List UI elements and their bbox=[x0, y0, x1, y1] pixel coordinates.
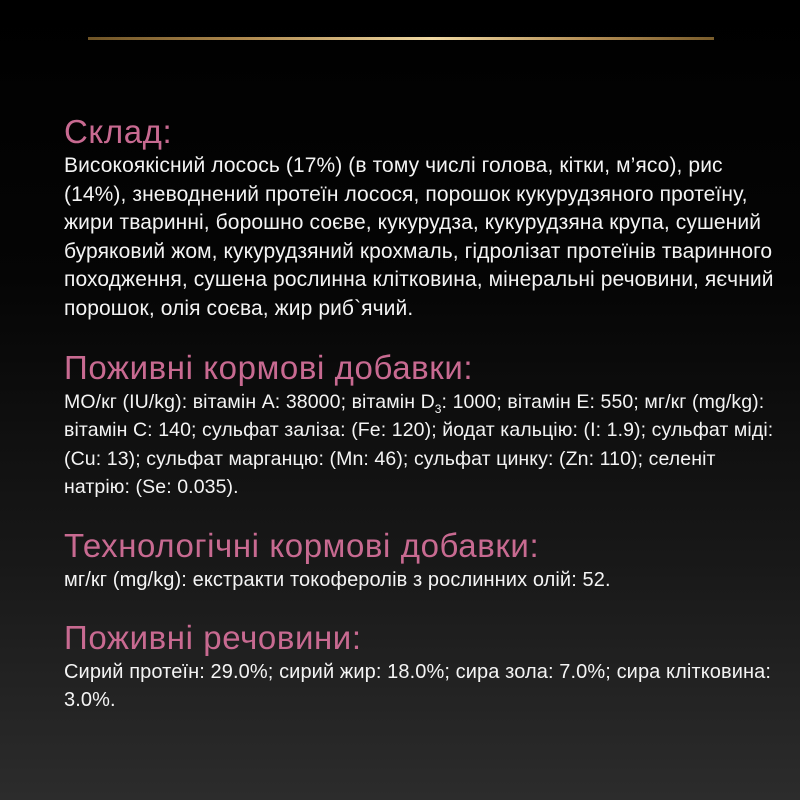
nutrients-section bbox=[64, 618, 776, 714]
nutritive-additives-text-part-b: : 1000; вітамін Е: 550; мг/кг (mg/kg): вітамін С: 140; сульфат заліза: (Fe: 120); йодат кальцію: (I: 1.9); сульфат міді: (Cu: 13); сульфат марганцю: (Mn: 46); сульфат цинку: (Zn: 110); селеніт натрію: (Se: 0.035). bbox=[64, 390, 774, 499]
nutritive-additives-section bbox=[64, 348, 776, 502]
technological-additives-heading: Технологічні кормові добавки: bbox=[64, 526, 540, 564]
nutrients-heading: Поживні речовини: bbox=[64, 618, 362, 656]
vitamin-d3-subscript: 3 bbox=[434, 401, 442, 416]
nutritive-additives-text bbox=[64, 388, 776, 502]
composition-panel bbox=[64, 112, 776, 714]
nutritive-additives-text-part-a: МО/кг (IU/kg): вітамін А: 38000; вітамін D bbox=[64, 390, 435, 413]
technological-additives-text: мг/кг (mg/kg): екстракти токоферолів з рослинних олій: 52. bbox=[64, 568, 611, 591]
composition-text: Високоякісний лосось (17%) (в тому числі голова, кітки, м’ясо), рис (14%), зневоднений протеїн лосося, порошок кукурудзяного протеїну, жири тваринні, борошно соєве, кукурудза, кукурудзяна крупа, сушений буряковий жом, кукурудзяний крохмаль, гідролізат протеїнів тваринного походження, сушена рослинна клітковина, мінеральні речовини, яєчний порошок, олія соєва, жир риб`ячий. bbox=[64, 154, 774, 320]
nutrients-text: Сирий протеїн: 29.0%; сирий жир: 18.0%; сира зола: 7.0%; сира клітковина: 3.0%. bbox=[64, 660, 772, 711]
nutritive-additives-heading: Поживні кормові добавки: bbox=[64, 348, 474, 386]
composition-section bbox=[64, 112, 776, 324]
gold-divider-line bbox=[88, 37, 714, 40]
technological-additives-section bbox=[64, 526, 776, 594]
composition-heading: Склад: bbox=[64, 113, 173, 150]
